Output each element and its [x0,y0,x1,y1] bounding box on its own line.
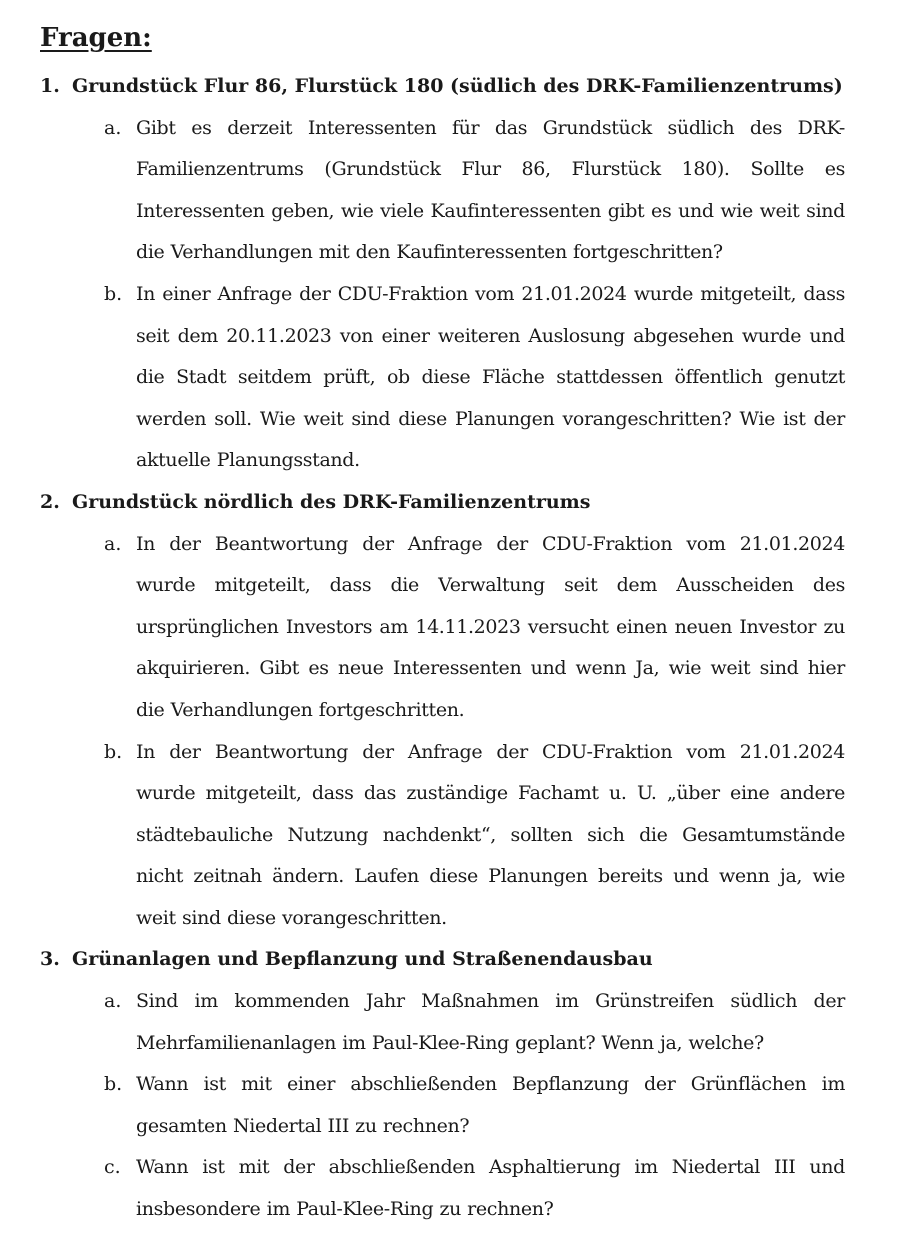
page-heading: Fragen: [40,23,152,53]
sub-question-item [0,108,916,274]
sub-question-letter: b. [104,282,123,305]
question-item [0,66,916,482]
sub-question-text: Wann ist mit der abschließenden Asphaltierung im Niedertal III und insbesondere im Paul-Klee-Ring zu rechnen? [136,1156,845,1221]
sub-question-item [0,274,916,482]
sub-question-letter: a. [104,116,122,139]
sub-question-item [0,981,916,1064]
sub-question-letter: a. [104,990,122,1013]
question-title: Grundstück Flur 86, Flurstück 180 (südlich des DRK-Familienzentrums) [72,75,843,97]
sub-question-letter: a. [104,532,122,555]
sub-question-item [0,732,916,940]
sub-question-letter: b. [104,740,123,763]
sub-question-text: Sind im kommenden Jahr Maßnahmen im Grünstreifen südlich der Mehrfamilienanlagen im Paul-Klee-Ring geplant? Wenn ja, welche? [136,990,845,1054]
question-list [0,66,916,1231]
question-item [0,939,916,1230]
sub-question-item [0,1147,916,1230]
sub-question-list [0,524,916,940]
sub-question-item [0,1064,916,1147]
sub-question-list [0,981,916,1231]
sub-question-text: Wann ist mit einer abschließenden Bepflanzung der Grünflächen im gesamten Niedertal III zu rechnen? [136,1073,845,1137]
sub-question-text: Gibt es derzeit Interessenten für das Grundstück südlich des DRK-Familienzentrums (Grundstück Flur 86, Flurstück 180). Sollte es Interessenten geben, wie viele Kaufinteressenten gibt es und wie weit sind die Verhandlungen mit den Kaufinteressenten fortgeschritten? [136,116,845,264]
sub-question-text: In der Beantwortung der Anfrage der CDU-Fraktion vom 21.01.2024 wurde mitgeteilt, dass die Verwaltung seit dem Ausscheiden des ursprünglichen Investors am 14.11.2023 versucht einen neuen Investor zu akquirieren. Gibt es neue Interessenten und wenn Ja, wie weit sind hier die Verhandlungen fortgeschritten. [136,532,845,721]
question-title: Grünanlagen und Bepflanzung und Straßenendausbau [72,948,653,971]
question-number: 2. [40,490,60,513]
sub-question-item [0,524,916,732]
question-number: 1. [40,75,60,97]
question-item [0,482,916,940]
sub-question-list [0,108,916,482]
sub-question-letter: b. [104,1073,123,1096]
question-title: Grundstück nördlich des DRK-Familienzentrums [72,490,591,513]
sub-question-text: In einer Anfrage der CDU-Fraktion vom 21.01.2024 wurde mitgeteilt, dass seit dem 20.11.2023 von einer weiteren Auslosung abgesehen wurde und die Stadt seitdem prüft, ob diese Fläche stattdessen öffentlich genutzt werden soll. Wie weit sind diese Planungen vorangeschritten? Wie ist der aktuelle Planungsstand. [136,282,845,472]
sub-question-letter: c. [104,1156,121,1179]
question-number: 3. [40,948,60,971]
sub-question-text: In der Beantwortung der Anfrage der CDU-Fraktion vom 21.01.2024 wurde mitgeteilt, dass das zuständige Fachamt u. U. „über eine andere städtebauliche Nutzung nachdenkt“, sollten sich die Gesamtumstände nicht zeitnah ändern. Laufen diese Planungen bereits und wenn ja, wie weit sind diese vorangeschritten. [136,740,845,929]
